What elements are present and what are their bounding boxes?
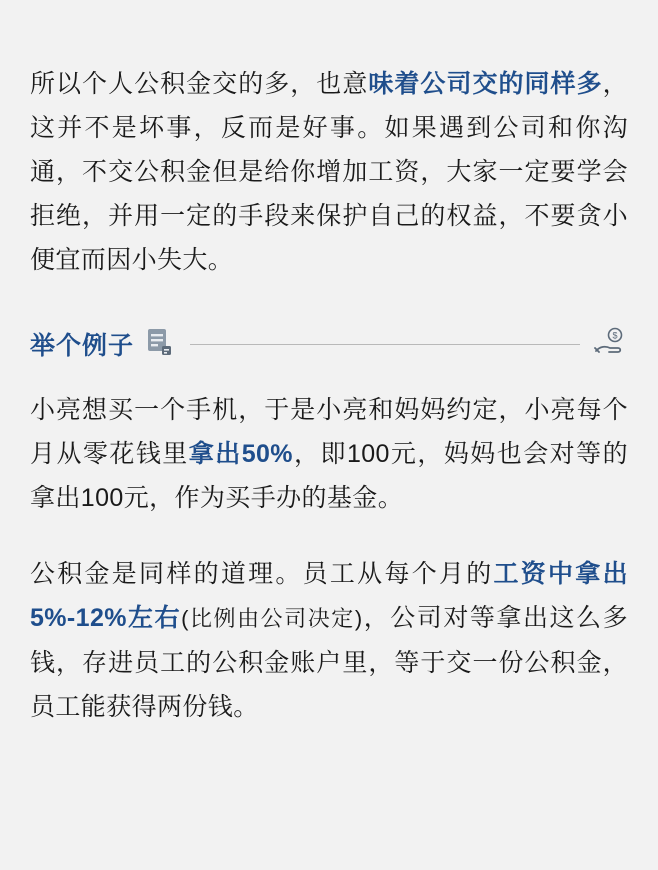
paragraph-intro-text-1: 所以个人公积金交的多，也意 <box>30 70 369 98</box>
paragraph-explanation-highlight: 工资中拿出5%-12%左右 <box>30 560 628 632</box>
paragraph-explanation-text-1: 公积金是同样的道理。员工从每个月的 <box>30 560 494 588</box>
hand-holding-coin-icon <box>594 327 628 362</box>
document-icon <box>146 327 174 362</box>
paragraph-intro <box>30 62 628 282</box>
section-title: 举个例子 <box>30 332 135 360</box>
paragraph-intro-highlight: 味着公司交的同样多 <box>368 70 603 98</box>
paragraph-explanation <box>30 552 628 729</box>
paragraph-example-highlight: 拿出50% <box>188 440 293 468</box>
paragraph-explanation-text-2: ，公司对等拿出这么多钱，存进员工的公积金账户里，等于交一份公积金，员工能获得两份钱。 <box>30 604 628 721</box>
paragraph-example-text-2: ，即100元，妈妈也会对等的拿出100元，作为买手办的基金。 <box>30 440 629 512</box>
svg-text:$: $ <box>612 330 618 341</box>
paragraph-example <box>30 388 628 520</box>
section-divider-rule <box>190 344 580 345</box>
section-header <box>30 326 628 362</box>
paragraph-explanation-note: (比例由公司决定) <box>181 606 363 631</box>
paragraph-example-text-1: 小亮想买一个手机，于是小亮和妈妈约定，小亮每个月从零花钱里 <box>30 396 628 468</box>
paragraph-intro-text-2: ，这并不是坏事，反而是好事。如果遇到公司和你沟通，不交公积金但是给你增加工资，大家一定要学会拒绝，并用一定的手段来保护自己的权益，不要贪小便宜而因小失大。 <box>30 70 629 274</box>
